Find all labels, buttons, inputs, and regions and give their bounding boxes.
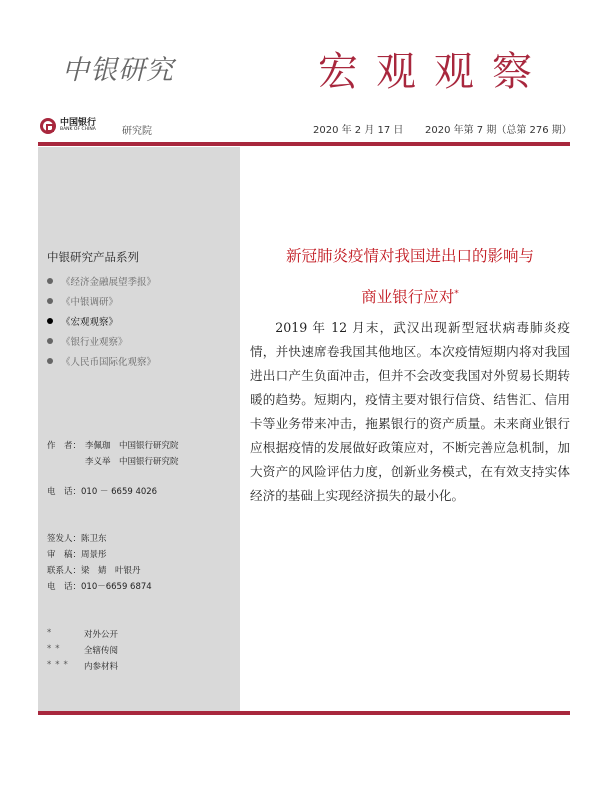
bullet-icon <box>47 318 53 324</box>
author: 李佩珈 中国银行研究院 <box>85 441 179 451</box>
brand-calligraphy-logo: 中银研究 <box>62 55 174 86</box>
author: 李义举 中国银行研究院 <box>85 457 179 467</box>
series-item-active <box>47 314 118 328</box>
series-item <box>47 354 156 368</box>
bank-logo <box>40 118 96 134</box>
series-item-label: 《宏观观察》 <box>61 317 119 328</box>
contacts: 联系人：梁 婧 叶银丹 <box>47 566 141 576</box>
bank-of-china-icon <box>40 118 56 134</box>
bullet-icon <box>47 278 53 284</box>
author-phone: 电 话：010 － 6659 4026 <box>47 487 158 497</box>
title-footnote-mark: * <box>454 289 459 299</box>
classification-label: 内参材料 <box>84 662 119 672</box>
bullet-icon <box>47 358 53 364</box>
bullet-icon <box>47 338 53 344</box>
reviewer: 审 稿：周景彤 <box>47 550 107 560</box>
series-item <box>47 334 128 348</box>
classification-stars: * <box>47 628 56 638</box>
series-item <box>47 274 156 288</box>
bullet-icon <box>47 298 53 304</box>
issue-number: 2020 年第 7 期（总第 276 期） <box>425 125 572 136</box>
publish-date: 2020 年 2 月 17 日 <box>313 125 404 136</box>
series-item <box>47 294 118 308</box>
article-title-line1: 新冠肺炎疫情对我国进出口的影响与 <box>285 247 534 265</box>
bank-logo-en: BANK OF CHINA <box>60 127 96 133</box>
bank-logo-cn: 中国银行 <box>60 118 97 129</box>
classification-label: 对外公开 <box>84 630 119 640</box>
header-divider <box>38 142 570 146</box>
series-item-label: 《经济金融展望季报》 <box>61 277 157 288</box>
classification-stars: ** <box>47 644 64 654</box>
article-title-line2: 商业银行应对 <box>361 288 455 307</box>
series-title: 宏观观察 <box>318 49 550 95</box>
article-title <box>250 237 570 316</box>
classification-stars: *** <box>47 660 72 670</box>
contact-phone: 电 话：010－6659 6874 <box>47 582 152 592</box>
footer-divider <box>38 711 570 715</box>
series-item-label: 《中银调研》 <box>61 297 119 308</box>
institute-label: 研究院 <box>122 126 152 137</box>
sidebar <box>38 147 240 712</box>
classification-label: 全辖传阅 <box>84 646 119 656</box>
signoff: 签发人：陈卫东 <box>47 534 107 544</box>
authors-label: 作 者： <box>47 441 82 451</box>
series-item-label: 《人民币国际化观察》 <box>61 357 157 368</box>
article-abstract: 2019 年 12 月末，武汉出现新型冠状病毒肺炎疫情，并快速席卷我国其他地区。本次疫情短期内将对我国进出口产生负面冲击，但并不会改变我国对外贸易长期转暖的趋势。短期内，疫情主要对银行信贷、结售汇、信用卡等业务带来冲击，拖累银行的资产质量。未来商业银行应根据疫情的发展做好政策应对，不断完善应急机制，加大资产的风险评估力度，创新业务模式，在有效支持实体经济的基础上实现经济损失的最小化。 <box>250 320 570 503</box>
series-heading: 中银研究产品系列 <box>47 250 139 264</box>
series-item-label: 《银行业观察》 <box>61 337 128 348</box>
